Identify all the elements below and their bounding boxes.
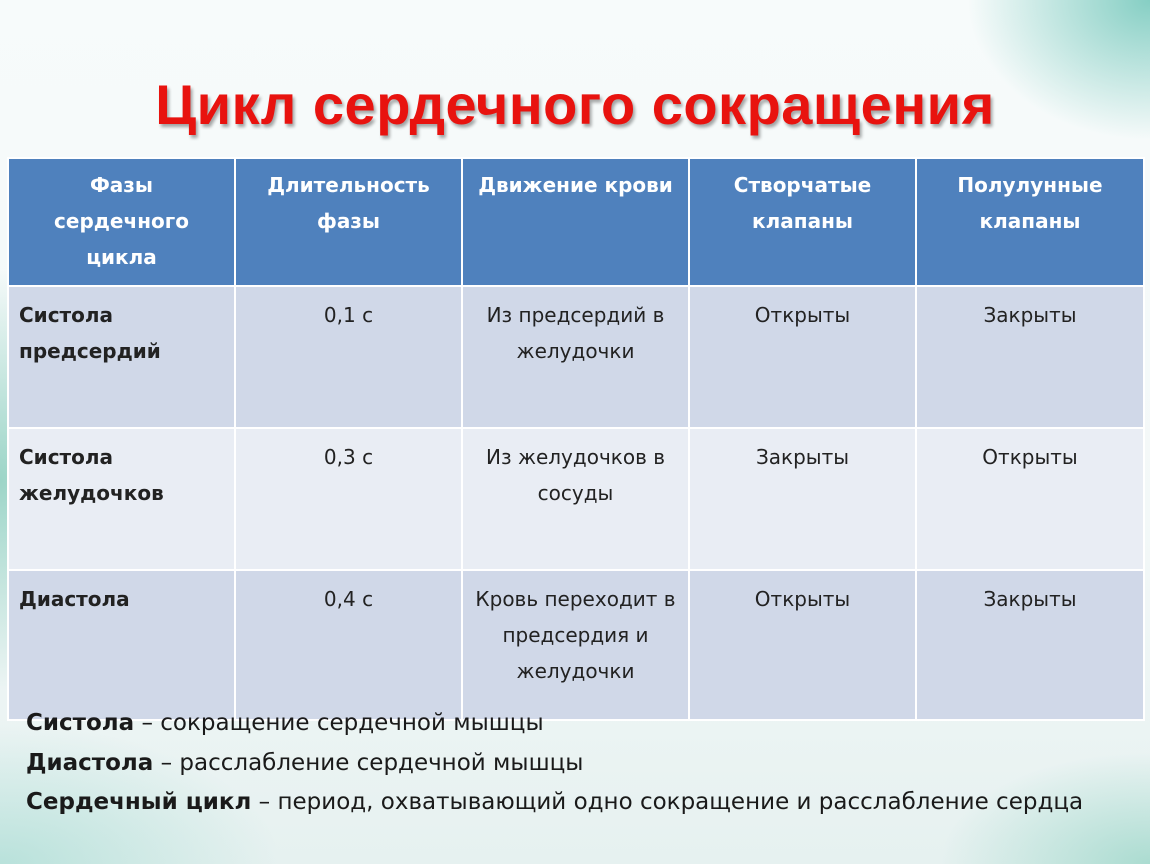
definition-term: Диастола bbox=[26, 750, 154, 776]
header-blood-flow: Движение крови bbox=[462, 158, 689, 286]
cardiac-cycle-table bbox=[7, 157, 1145, 721]
definition-text: – сокращение сердечной мышцы bbox=[134, 710, 544, 736]
cell-semilunar-valves: Закрыты bbox=[916, 286, 1144, 428]
cell-semilunar-valves: Закрыты bbox=[916, 570, 1144, 720]
cell-blood-flow: Из предсердий в желудочки bbox=[462, 286, 689, 428]
header-duration: Длительность фазы bbox=[235, 158, 462, 286]
definition-text: – расслабление сердечной мышцы bbox=[153, 750, 584, 776]
definition-cardiac-cycle bbox=[26, 786, 1116, 818]
cell-duration: 0,3 с bbox=[235, 428, 462, 570]
definition-text: – период, охватывающий одно сокращение и расслабление сердца bbox=[251, 789, 1084, 815]
cell-blood-flow: Кровь переходит в предсердия и желудочки bbox=[462, 570, 689, 720]
table-row bbox=[8, 286, 1144, 428]
cell-phase: Систола желудочков bbox=[8, 428, 235, 570]
definition-systole bbox=[26, 706, 1116, 741]
cell-blood-flow: Из желудочков в сосуды bbox=[462, 428, 689, 570]
header-av-valves: Створчатые клапаны bbox=[689, 158, 916, 286]
table-header-row bbox=[8, 158, 1144, 286]
cell-phase: Диастола bbox=[8, 570, 235, 720]
cell-duration: 0,4 с bbox=[235, 570, 462, 720]
table-row bbox=[8, 428, 1144, 570]
cell-duration: 0,1 с bbox=[235, 286, 462, 428]
cell-av-valves: Открыты bbox=[689, 286, 916, 428]
cell-semilunar-valves: Открыты bbox=[916, 428, 1144, 570]
cell-av-valves: Закрыты bbox=[689, 428, 916, 570]
page-title: Цикл сердечного сокращения bbox=[155, 73, 995, 136]
definition-term: Сердечный цикл bbox=[26, 789, 252, 815]
header-semilunar-valves: Полулунные клапаны bbox=[916, 158, 1144, 286]
table-row bbox=[8, 570, 1144, 720]
header-phase: Фазы сердечного цикла bbox=[8, 158, 235, 286]
definition-term: Систола bbox=[26, 710, 135, 736]
cell-phase: Систола предсердий bbox=[8, 286, 235, 428]
definition-diastole bbox=[26, 746, 1116, 781]
definitions-block bbox=[26, 706, 1116, 823]
cell-av-valves: Открыты bbox=[689, 570, 916, 720]
